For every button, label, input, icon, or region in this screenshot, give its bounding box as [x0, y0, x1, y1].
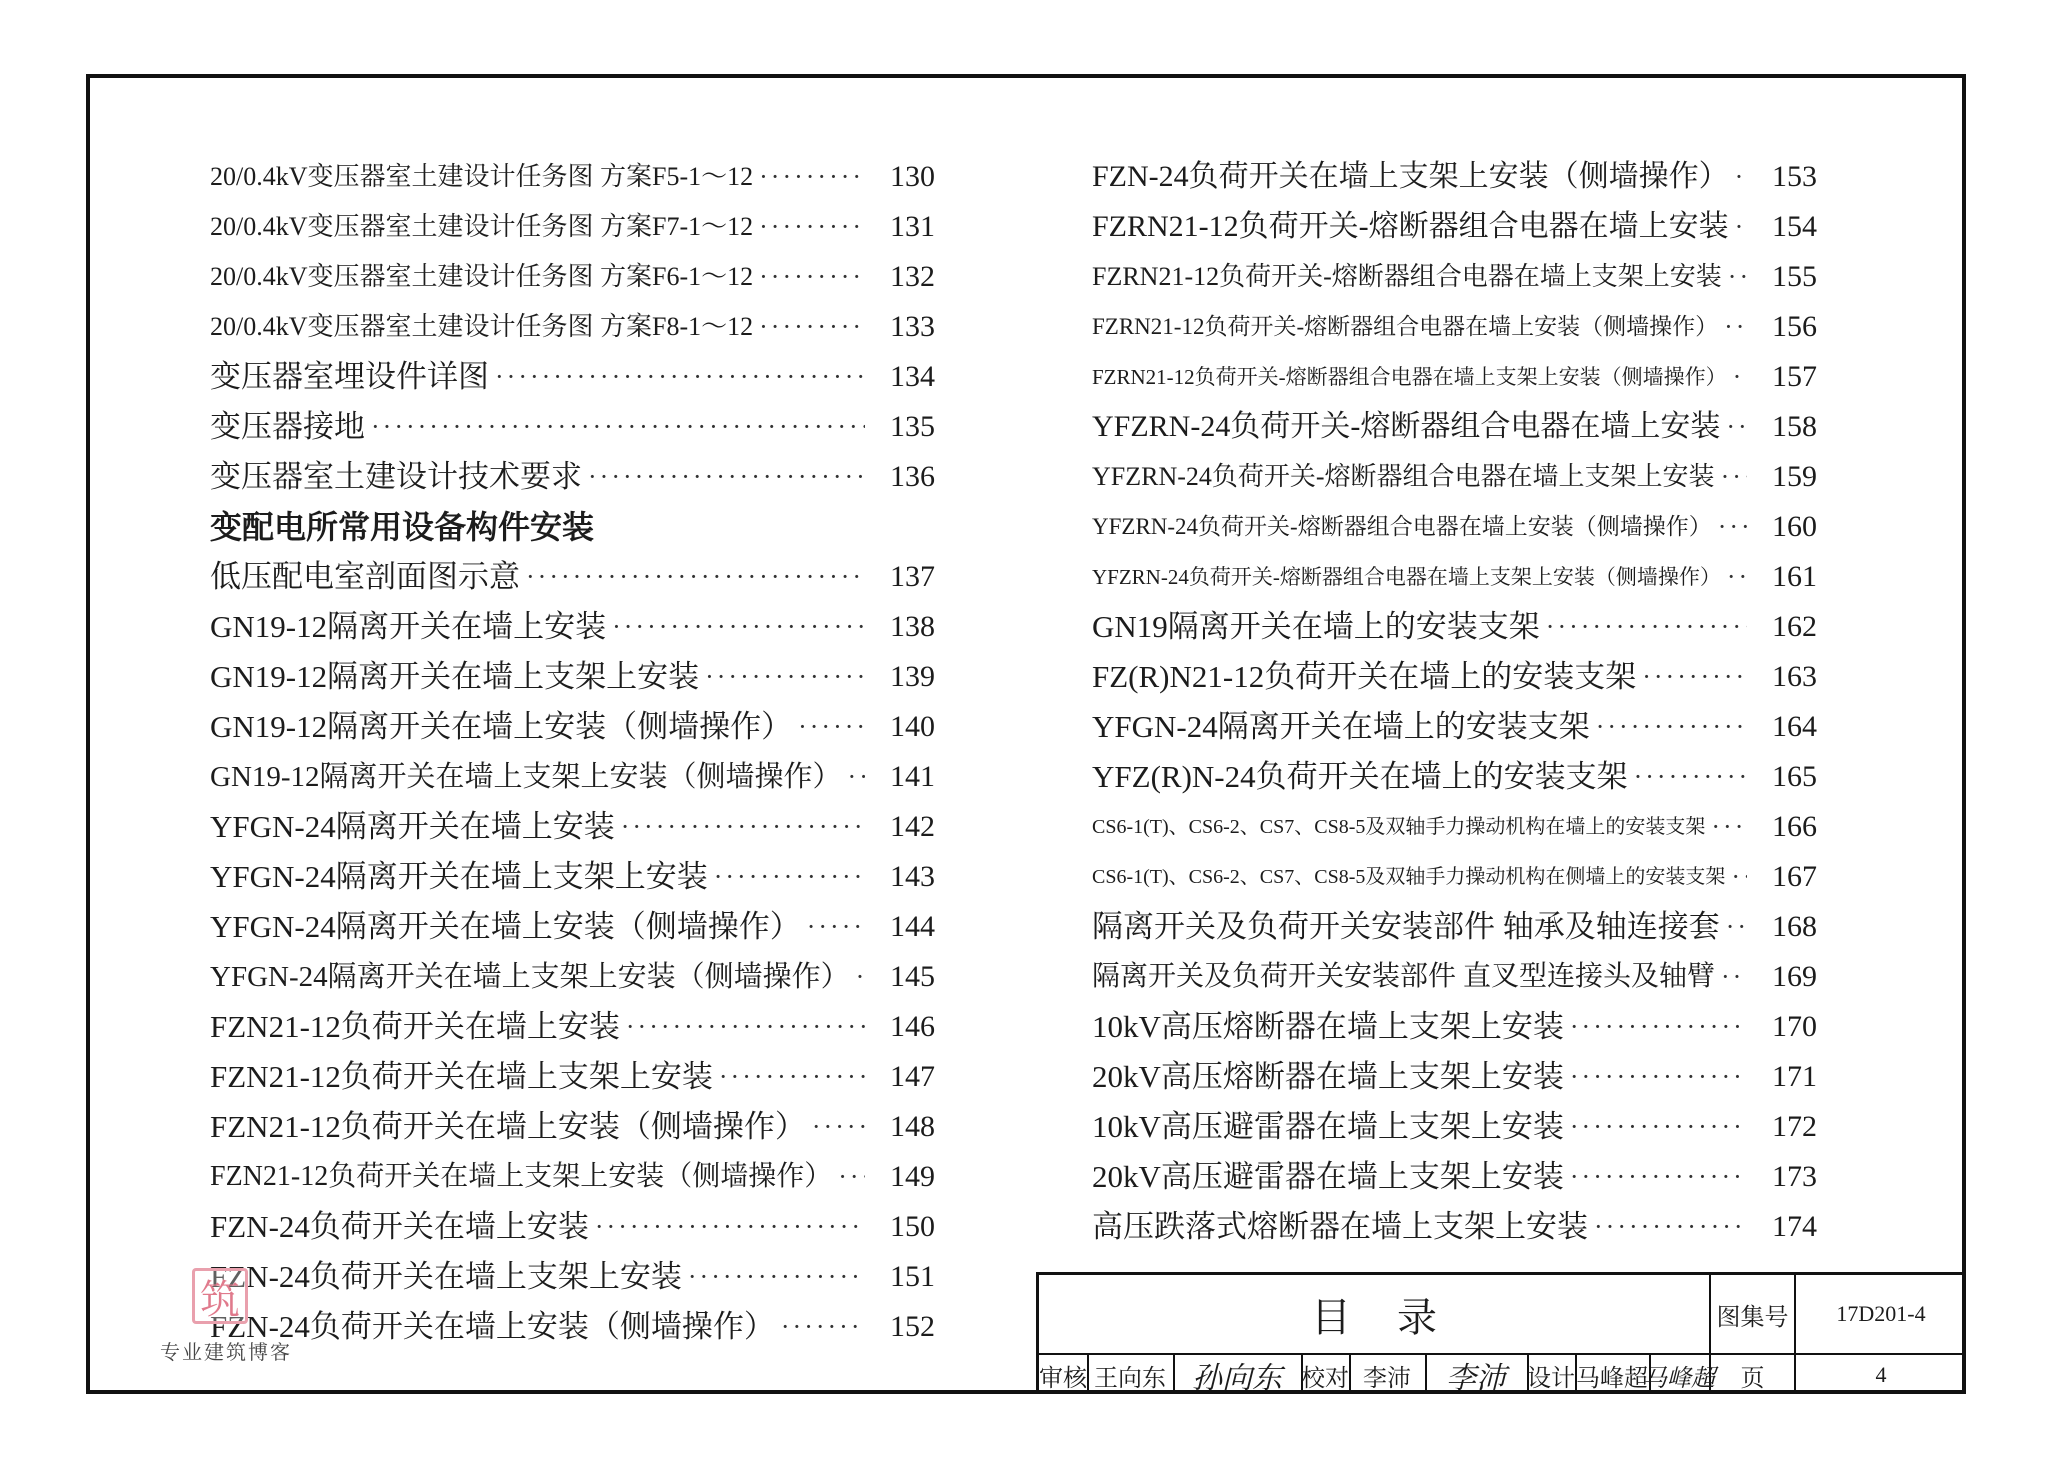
- toc-entry-page: 134: [890, 360, 935, 393]
- toc-entry-page: 140: [890, 710, 935, 743]
- toc-entry-title: 隔离开关及负荷开关安装部件 轴承及轴连接套: [1092, 909, 1720, 944]
- toc-entry-title: CS6-1(T)、CS6-2、CS7、CS8-5及双轴手力操动机构在侧墙上的安装支架: [1092, 866, 1726, 888]
- toc-dot-leader: [1570, 1152, 1747, 1202]
- toc-entry-title: FZN21-12负荷开关在墙上支架上安装（侧墙操作）: [210, 1161, 833, 1192]
- toc-entry-title: YFGN-24隔离开关在墙上支架上安装: [210, 859, 708, 894]
- toc-entry-title: YFGN-24隔离开关在墙上的安装支架: [1092, 709, 1590, 744]
- toc-entry[interactable]: [210, 752, 935, 802]
- toc-dot-leader: [856, 952, 865, 1002]
- page-label: 页: [1740, 1365, 1765, 1392]
- toc-entry-page: 165: [1772, 760, 1817, 793]
- toc-entry-title: YFZRN-24负荷开关-熔断器组合电器在墙上支架上安装: [1092, 462, 1715, 491]
- checker-name: 李沛: [1363, 1365, 1411, 1392]
- toc-dot-leader: [1724, 302, 1747, 352]
- toc-entry-page: 164: [1772, 710, 1817, 743]
- toc-entry-title: FZRN21-12负荷开关-熔断器组合电器在墙上安装（侧墙操作）: [1092, 314, 1719, 339]
- toc-entry[interactable]: [210, 152, 935, 202]
- toc-entry-title: YFZRN-24负荷开关-熔断器组合电器在墙上安装: [1092, 410, 1721, 443]
- review-label: 审核: [1039, 1365, 1087, 1392]
- toc-entry-title: 低压配电室剖面图示意: [210, 559, 520, 594]
- toc-dot-leader: [621, 802, 865, 852]
- toc-dot-leader: [626, 1002, 865, 1052]
- toc-entry-title: 20/0.4kV变压器室土建设计任务图 方案F6-1～12: [210, 262, 754, 291]
- toc-dot-leader: [1727, 552, 1747, 602]
- toc-dot-leader: [759, 202, 865, 252]
- toc-entry-title: GN19-12隔离开关在墙上支架上安装（侧墙操作）: [210, 761, 842, 793]
- toc-entry[interactable]: [1092, 702, 1817, 752]
- toc-entry-page: 137: [890, 560, 935, 593]
- toc-entry-page: 169: [1772, 960, 1817, 993]
- toc-entry-title: GN19-12隔离开关在墙上安装（侧墙操作）: [210, 709, 793, 744]
- toc-entry-page: 156: [1772, 310, 1817, 343]
- toc-entry-page: 162: [1772, 610, 1817, 643]
- toc-entry[interactable]: [1092, 1002, 1817, 1052]
- toc-entry-page: 170: [1772, 1010, 1817, 1043]
- toc-entry[interactable]: [1092, 502, 1817, 552]
- toc-entry-page: 158: [1772, 410, 1817, 443]
- toc-entry[interactable]: [210, 702, 935, 752]
- toc-entry-page: 149: [890, 1160, 935, 1193]
- toc-entry[interactable]: [210, 252, 935, 302]
- toc-entry-page: 155: [1772, 260, 1817, 293]
- designer-signature: 马峰超: [1643, 1363, 1715, 1392]
- toc-entry-page: 138: [890, 610, 935, 643]
- toc-entry-page: 132: [890, 260, 935, 293]
- toc-dot-leader: [1721, 952, 1747, 1002]
- toc-entry[interactable]: [210, 1302, 935, 1352]
- toc-entry-page: 167: [1772, 860, 1817, 893]
- watermark-caption: 专业建筑博客: [160, 1340, 292, 1364]
- toc-entry[interactable]: [210, 1252, 935, 1302]
- toc-entry-page: 160: [1772, 510, 1817, 543]
- toc-dot-leader: [848, 752, 865, 802]
- toc-entry-page: 172: [1772, 1110, 1817, 1143]
- toc-entry[interactable]: [1092, 802, 1817, 852]
- toc-entry[interactable]: [1092, 1052, 1817, 1102]
- toc-entry-title: 10kV高压熔断器在墙上支架上安装: [1092, 1009, 1564, 1044]
- toc-entry-title: FZN-24负荷开关在墙上支架上安装: [210, 1259, 682, 1294]
- toc-entry-title: 20/0.4kV变压器室土建设计任务图 方案F7-1～12: [210, 212, 754, 241]
- toc-dot-leader: [807, 902, 865, 952]
- toc-entry-title: 高压跌落式熔断器在墙上支架上安装: [1092, 1209, 1588, 1244]
- toc-entry-page: 136: [890, 460, 935, 493]
- toc-section-heading: [210, 502, 935, 552]
- toc-dot-leader: [1735, 202, 1747, 252]
- toc-entry-title: FZRN21-12负荷开关-熔断器组合电器在墙上支架上安装: [1092, 262, 1722, 291]
- toc-entry[interactable]: [1092, 452, 1817, 502]
- toc-dot-leader: [1735, 152, 1747, 202]
- toc-entry-title: FZN-24负荷开关在墙上安装（侧墙操作）: [210, 1309, 775, 1344]
- toc-left-column: [210, 152, 935, 1402]
- toc-entry-page: 166: [1772, 810, 1817, 843]
- toc-dot-leader: [759, 252, 865, 302]
- toc-entry-title: 变配电所常用设备构件安装: [210, 509, 595, 545]
- toc-entry-page: 154: [1772, 210, 1817, 243]
- toc-dot-leader: [1570, 1052, 1747, 1102]
- toc-entry-title: YFGN-24隔离开关在墙上安装: [210, 809, 615, 844]
- toc-dot-leader: [1726, 402, 1747, 452]
- toc-entry[interactable]: [210, 402, 935, 452]
- toc-entry-page: 173: [1772, 1160, 1817, 1193]
- title-block: [1036, 1272, 1966, 1394]
- toc-entry-title: FZN21-12负荷开关在墙上安装（侧墙操作）: [210, 1109, 806, 1144]
- toc-entry-title: FZRN21-12负荷开关-熔断器组合电器在墙上安装: [1092, 210, 1729, 243]
- toc-entry-title: 20/0.4kV变压器室土建设计任务图 方案F5-1～12: [210, 162, 754, 191]
- toc-entry[interactable]: [1092, 1152, 1817, 1202]
- atlas-number: 17D201-4: [1836, 1301, 1926, 1326]
- toc-entry[interactable]: [1092, 752, 1817, 802]
- toc-entry-title: GN19-12隔离开关在墙上安装: [210, 609, 607, 644]
- toc-entry[interactable]: [210, 1102, 935, 1152]
- reviewer-signature: 孙向东: [1192, 1361, 1282, 1396]
- toc-dot-leader: [1596, 702, 1747, 752]
- toc-entry-title: FZN21-12负荷开关在墙上安装: [210, 1009, 620, 1044]
- toc-dot-leader: [1726, 902, 1747, 952]
- reviewer-name: 王向东: [1094, 1365, 1166, 1392]
- toc-entry-title: FZN-24负荷开关在墙上安装: [210, 1209, 589, 1244]
- toc-entry-title: 20kV高压避雷器在墙上支架上安装: [1092, 1159, 1564, 1194]
- toc-entry-title: CS6-1(T)、CS6-2、CS7、CS8-5及双轴手力操动机构在墙上的安装支架: [1092, 816, 1706, 838]
- toc-dot-leader: [595, 1202, 865, 1252]
- toc-entry[interactable]: [210, 1202, 935, 1252]
- designer-name: 马峰超: [1576, 1365, 1648, 1392]
- toc-entry-page: 130: [890, 160, 935, 193]
- toc-entry[interactable]: [210, 302, 935, 352]
- toc-dot-leader: [714, 852, 865, 902]
- toc-dot-leader: [371, 402, 865, 452]
- toc-entry-page: 131: [890, 210, 935, 243]
- toc-entry-page: 143: [890, 860, 935, 893]
- toc-dot-leader: [1570, 1002, 1747, 1052]
- watermark-logo: 筑: [192, 1268, 248, 1324]
- toc-dot-leader: [781, 1302, 865, 1352]
- toc-dot-leader: [812, 1102, 865, 1152]
- toc-entry-page: 171: [1772, 1060, 1817, 1093]
- toc-entry-title: YFZRN-24负荷开关-熔断器组合电器在墙上安装（侧墙操作）: [1092, 514, 1712, 539]
- toc-entry[interactable]: [210, 1152, 935, 1202]
- toc-entry-page: 141: [890, 760, 935, 793]
- toc-dot-leader: [705, 652, 865, 702]
- toc-entry-title: GN19-12隔离开关在墙上支架上安装: [210, 659, 700, 694]
- toc-dot-leader: [1733, 352, 1747, 402]
- toc-dot-leader: [719, 1052, 865, 1102]
- toc-entry-title: 变压器室土建设计技术要求: [210, 459, 582, 494]
- toc-dot-leader: [759, 302, 865, 352]
- toc-entry[interactable]: [1092, 352, 1817, 402]
- toc-entry-title: YFZ(R)N-24负荷开关在墙上的安装支架: [1092, 759, 1628, 794]
- toc-dot-leader: [1642, 652, 1747, 702]
- toc-entry[interactable]: [1092, 852, 1817, 902]
- toc-entry-page: 139: [890, 660, 935, 693]
- page-number: 4: [1875, 1362, 1887, 1387]
- toc-entry[interactable]: [1092, 652, 1817, 702]
- toc-entry-title: FZN-24负荷开关在墙上支架上安装（侧墙操作）: [1092, 160, 1729, 193]
- toc-entry[interactable]: [1092, 902, 1817, 952]
- toc-entry-title: GN19隔离开关在墙上的安装支架: [1092, 609, 1540, 644]
- toc-entry[interactable]: [1092, 202, 1817, 252]
- toc-entry-title: YFGN-24隔离开关在墙上支架上安装（侧墙操作）: [210, 961, 850, 993]
- toc-entry-page: 168: [1772, 910, 1817, 943]
- toc-dot-leader: [1570, 1102, 1747, 1152]
- title-block-title: 目录: [1311, 1294, 1483, 1340]
- toc-entry[interactable]: [1092, 1102, 1817, 1152]
- toc-entry-title: 隔离开关及负荷开关安装部件 直叉型连接头及轴臂: [1092, 961, 1716, 992]
- toc-right-column: [1092, 152, 1817, 1402]
- toc-entry[interactable]: [210, 1002, 935, 1052]
- toc-entry-page: 151: [890, 1260, 935, 1293]
- toc-entry-title: 变压器室埋设件详图: [210, 359, 489, 394]
- toc-dot-leader: [798, 702, 865, 752]
- toc-dot-leader: [1711, 802, 1747, 852]
- toc-entry-title: 10kV高压避雷器在墙上支架上安装: [1092, 1109, 1564, 1144]
- toc-entry[interactable]: [210, 1052, 935, 1102]
- toc-dot-leader: [1721, 452, 1747, 502]
- toc-dot-leader: [1594, 1202, 1747, 1252]
- toc-dot-leader: [1731, 852, 1747, 902]
- toc-entry-title: YFGN-24隔离开关在墙上安装（侧墙操作）: [210, 909, 801, 944]
- toc-entry[interactable]: [210, 352, 935, 402]
- toc-dot-leader: [759, 152, 865, 202]
- toc-entry[interactable]: [1092, 1202, 1817, 1252]
- toc-entry-page: 150: [890, 1210, 935, 1243]
- toc-entry[interactable]: [1092, 252, 1817, 302]
- atlas-number-label: 图集号: [1716, 1304, 1789, 1331]
- toc-entry[interactable]: [210, 652, 935, 702]
- check-label: 校对: [1301, 1365, 1349, 1392]
- toc-entry-page: 144: [890, 910, 935, 943]
- toc-dot-leader: [1728, 252, 1747, 302]
- toc-entry-page: 142: [890, 810, 935, 843]
- toc-entry[interactable]: [1092, 302, 1817, 352]
- toc-entry-title: FZ(R)N21-12负荷开关在墙上的安装支架: [1092, 659, 1637, 694]
- toc-entry-page: 163: [1772, 660, 1817, 693]
- toc-entry[interactable]: [210, 802, 935, 852]
- toc-dot-leader: [1634, 752, 1747, 802]
- toc-entry[interactable]: [1092, 552, 1817, 602]
- design-label: 设计: [1527, 1365, 1575, 1392]
- checker-signature: 李沛: [1446, 1361, 1506, 1396]
- toc-entry-page: 161: [1772, 560, 1817, 593]
- toc-entry[interactable]: [210, 202, 935, 252]
- toc-entry-page: 157: [1772, 360, 1817, 393]
- toc-entry-title: 20kV高压熔断器在墙上支架上安装: [1092, 1059, 1564, 1094]
- toc-entry-page: 159: [1772, 460, 1817, 493]
- toc-dot-leader: [688, 1252, 865, 1302]
- toc-entry[interactable]: [210, 902, 935, 952]
- toc-entry-page: 135: [890, 410, 935, 443]
- toc-entry[interactable]: [210, 452, 935, 502]
- toc-dot-leader: [838, 1152, 865, 1202]
- toc-entry-title: 20/0.4kV变压器室土建设计任务图 方案F8-1～12: [210, 312, 754, 341]
- toc-entry-title: YFZRN-24负荷开关-熔断器组合电器在墙上支架上安装（侧墙操作）: [1092, 565, 1721, 589]
- toc-entry-page: 152: [890, 1310, 935, 1343]
- toc-dot-leader: [526, 552, 865, 602]
- toc-entry-title: 变压器接地: [210, 409, 365, 444]
- toc-entry[interactable]: [1092, 602, 1817, 652]
- toc-entry[interactable]: [1092, 402, 1817, 452]
- toc-entry-title: FZRN21-12负荷开关-熔断器组合电器在墙上支架上安装（侧墙操作）: [1092, 365, 1727, 389]
- toc-entry-page: 145: [890, 960, 935, 993]
- toc-dot-leader: [588, 452, 865, 502]
- toc-entry[interactable]: [210, 852, 935, 902]
- toc-entry-title: FZN21-12负荷开关在墙上支架上安装: [210, 1059, 713, 1094]
- toc-entry-page: 148: [890, 1110, 935, 1143]
- toc-entry[interactable]: [210, 952, 935, 1002]
- toc-dot-leader: [1718, 502, 1747, 552]
- toc-dot-leader: [1546, 602, 1747, 652]
- toc-entry-page: 147: [890, 1060, 935, 1093]
- toc-entry-page: 146: [890, 1010, 935, 1043]
- toc-entry[interactable]: [1092, 152, 1817, 202]
- toc-dot-leader: [495, 352, 865, 402]
- toc-entry-page: 133: [890, 310, 935, 343]
- toc-entry[interactable]: [210, 602, 935, 652]
- toc-entry[interactable]: [210, 552, 935, 602]
- toc-entry[interactable]: [1092, 952, 1817, 1002]
- toc-entry-page: 174: [1772, 1210, 1817, 1243]
- toc-dot-leader: [612, 602, 865, 652]
- toc-entry-page: 153: [1772, 160, 1817, 193]
